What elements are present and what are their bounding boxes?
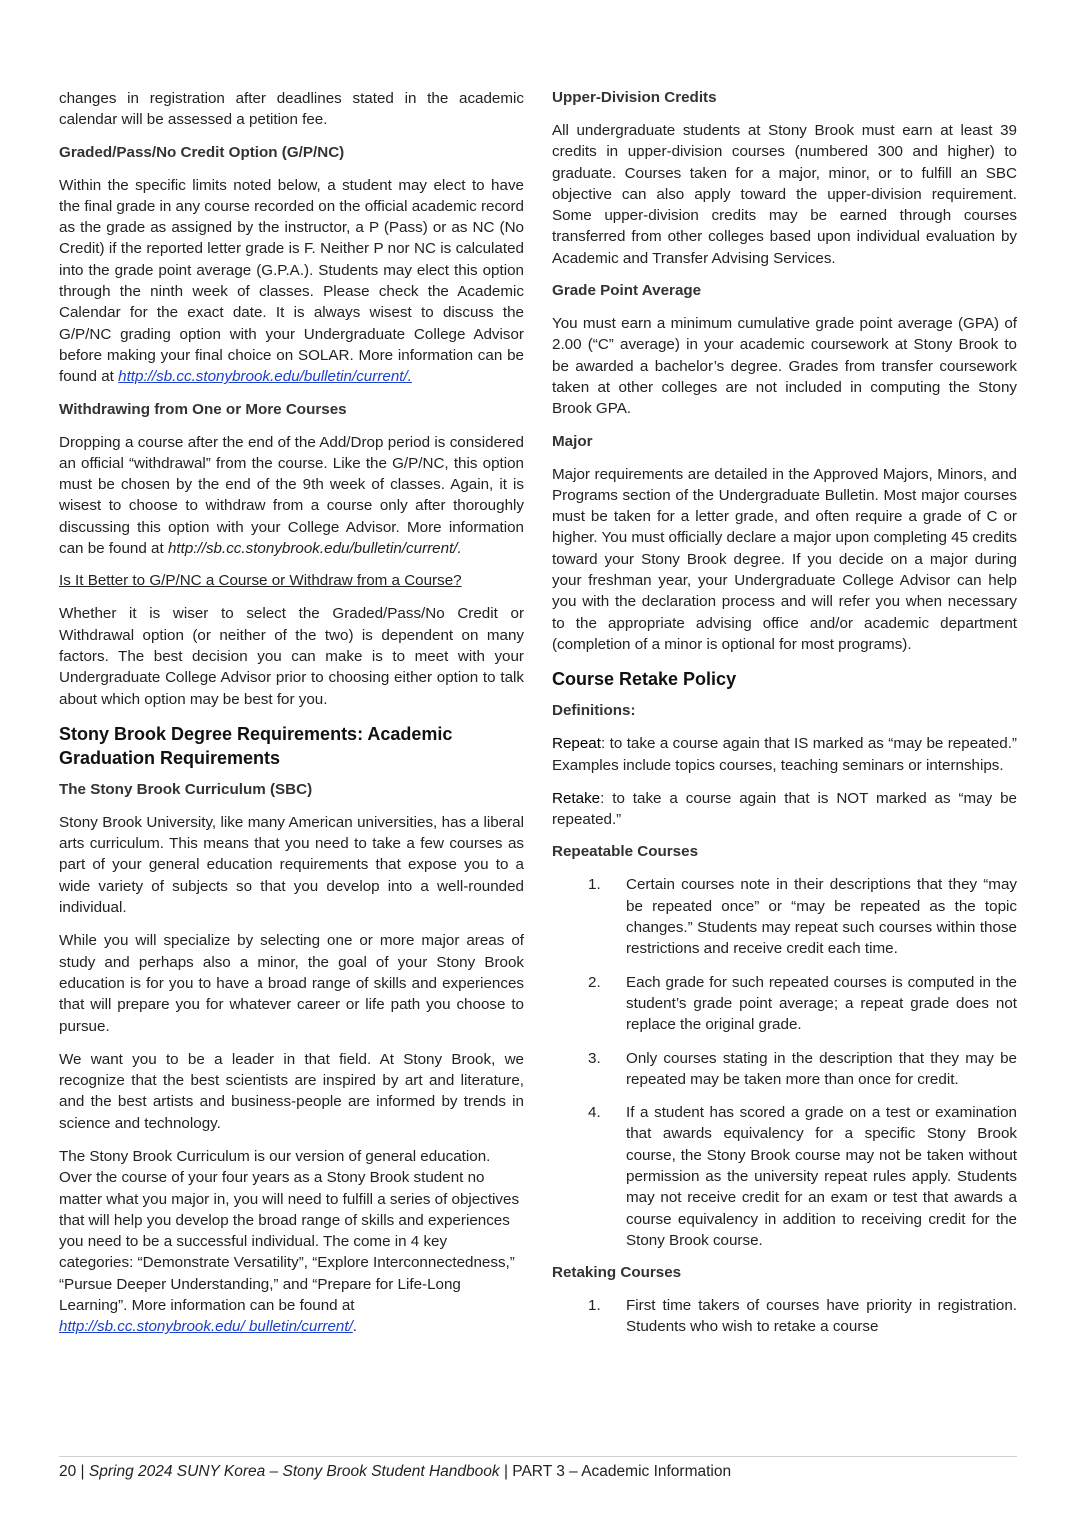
retaking-list	[552, 1295, 1017, 1338]
list-item: 1. First time takers of courses have priority in registration. Students who wish to retake a course	[588, 1297, 1017, 1336]
heading-sbc: The Stony Brook Curriculum (SBC)	[59, 780, 313, 798]
repeatable-list	[552, 874, 1017, 1251]
heading-degree-requirements: Stony Brook Degree Requirements: Academic Graduation Requirements	[59, 723, 453, 768]
page-footer	[59, 1456, 1017, 1481]
list-item: 1. Certain courses note in their descriptions that they “may be repeated once” or “may be repeated as the topic changes.” Students may repeat such courses within those restrictions and receive credit each time.	[588, 876, 1017, 958]
paragraph-sbc-2: While you will specialize by selecting one or more major areas of study and perhaps also a minor, the goal of your Stony Brook education is for you to have a broad range of skills and experiences that will prepare you for whatever career or life path you choose to pursue.	[59, 932, 524, 1035]
heading-gpnc: Graded/Pass/No Credit Option (G/P/NC)	[59, 143, 345, 161]
paragraph-sbc-3: We want you to be a leader in that field. At Stony Brook, we recognize that the best scientists are inspired by art and literature, and the best artists and business-people are informed by trends in science and technology.	[59, 1050, 524, 1132]
heading-definitions: Definitions:	[552, 702, 636, 720]
list-item: 4. If a student has scored a grade on a test or examination that awards equivalency for a specific Stony Brook course, the Stony Brook course may not be taken without permission as the university repeat rules apply. Students may not receive credit for an exam or test that awards a course equivalency in addition to receiving credit for the Stony Brook course.	[588, 1104, 1017, 1249]
paragraph-gpa: You must earn a minimum cumulative grade point average (GPA) of 2.00 (“C” average) in your academic coursework at Stony Brook to be awarded a bachelor’s degree. Grades from transfer coursework taken at other colleges are not included in computing the Stony Brook GPA.	[552, 315, 1017, 418]
paragraph-sbc-4: The Stony Brook Curriculum is our version of general education. Over the course of your four years as a Stony Brook student no matter what you major in, you will need to fulfill a series of objectives that will help you develop the broad range of skills and experiences you need to be a successful individual. The come in 4 key categories: “Demonstrate Versatility”, “Explore Interconnectedness,” “Pursue Deeper Understanding,” and “Prepare for Life-Long Learning”. More information can be found at http://sb.cc.stonybrook.edu/ bulletin/current/.	[59, 1147, 520, 1336]
heading-major: Major	[552, 432, 593, 450]
heading-better: Is It Better to G/P/NC a Course or Withdraw from a Course?	[59, 572, 462, 590]
definition-retake: Retake: to take a course again that is NOT marked as “may be repeated.”	[552, 789, 1017, 829]
heading-withdraw: Withdrawing from One or More Courses	[59, 400, 347, 418]
paragraph-better: Whether it is wiser to select the Graded/Pass/No Credit or Withdrawal option (or neither of the two) is dependent on many factors. The best decision you can make is to meet with your Undergraduate College Advisor prior to choosing either option to talk about which option may be best for you.	[59, 605, 524, 708]
heading-course-retake: Course Retake Policy	[552, 669, 737, 690]
paragraph-major: Major requirements are detailed in the Approved Majors, Minors, and Programs section of the Undergraduate Bulletin. Most major courses must be taken for a letter grade, and often require a grade of C or higher. You must officially declare a major upon completing 45 credits toward your Stony Brook degree. If you decide on a major during your freshman year, your Undergraduate College Advisor can help you with the declaration process and will refer you when necessary to the appropriate advising office and/or academic department (completion of a minor is optional for most programs).	[552, 465, 1017, 653]
list-item: 3. Only courses stating in the description that they may be repeated may be taken more than once for credit.	[588, 1049, 1017, 1088]
definition-repeat: Repeat: to take a course again that IS marked as “may be repeated.” Examples include topics courses, teaching seminars or internships.	[552, 735, 1017, 774]
heading-upper-division: Upper-Division Credits	[552, 89, 717, 106]
bulletin-url-text: http://sb.cc.stonybrook.edu/bulletin/current/.	[167, 540, 462, 558]
paragraph-withdraw: Dropping a course after the end of the Add/Drop period is considered an official “withdrawal” from the course. Like the G/P/NC, this option must be chosen by the end of the 9th week of classes. Again, it is wisest to choose to withdraw from a course only after thoroughly discussing this option with your College Advisor. More information can be found at http://sb.cc.stonybrook.edu/bulletin/current/.	[59, 433, 524, 558]
intro-paragraph: changes in registration after deadlines stated in the academic calendar will be assessed a petition fee.	[59, 90, 524, 129]
heading-gpa: Grade Point Average	[552, 282, 702, 300]
section-title: | PART 3 – Academic Information	[503, 1463, 732, 1480]
heading-repeatable: Repeatable Courses	[552, 843, 699, 861]
bulletin-link[interactable]: http://sb.cc.stonybrook.edu/bulletin/current/.	[118, 368, 412, 386]
paragraph-sbc-1: Stony Brook University, like many American universities, has a liberal arts curriculum. This means that you need to take a few courses as part of your general education requirements that expose you to a wide variety of subjects so that you develop into a well-rounded individual.	[59, 813, 524, 917]
page-number: 20 |	[59, 1463, 85, 1480]
list-item: 2. Each grade for such repeated courses is computed in the student’s grade point average; a repeat grade does not replace the original grade.	[588, 973, 1017, 1034]
paragraph-upper-division: All undergraduate students at Stony Brook must earn at least 39 credits in upper-division courses (numbered 300 and higher) to graduate. Courses taken for a major, minor, or to fulfill an SBC objective can also apply toward the upper-division requirement. Some upper-division credits may be earned through courses transferred from other colleges based upon individual evaluation by Academic and Transfer Advising Services.	[552, 122, 1017, 267]
heading-retaking: Retaking Courses	[552, 1264, 682, 1282]
sbc-bulletin-link[interactable]: http://sb.cc.stonybrook.edu/ bulletin/current/	[59, 1318, 353, 1336]
handbook-title: Spring 2024 SUNY Korea – Stony Brook Student Handbook	[88, 1463, 500, 1480]
paragraph-gpnc: Within the specific limits noted below, a student may elect to have the final grade in any course recorded on the official academic record as the grade as assigned by the instructor, a P (Pass) or as NC (No Credit) if the reported letter grade is F. Neither P nor NC is calculated into the grade point average (G.P.A.). Students may elect this option through the ninth week of classes. Please check the Academic Calendar for the exact date. It is always wisest to discuss the G/P/NC grading option with your Undergraduate College Advisor before making your final choice on SOLAR. More information can be found at http://sb.cc.stonybrook.edu/bulletin/current/.	[59, 176, 524, 386]
right-column	[552, 88, 1017, 1350]
left-column	[59, 88, 524, 1350]
